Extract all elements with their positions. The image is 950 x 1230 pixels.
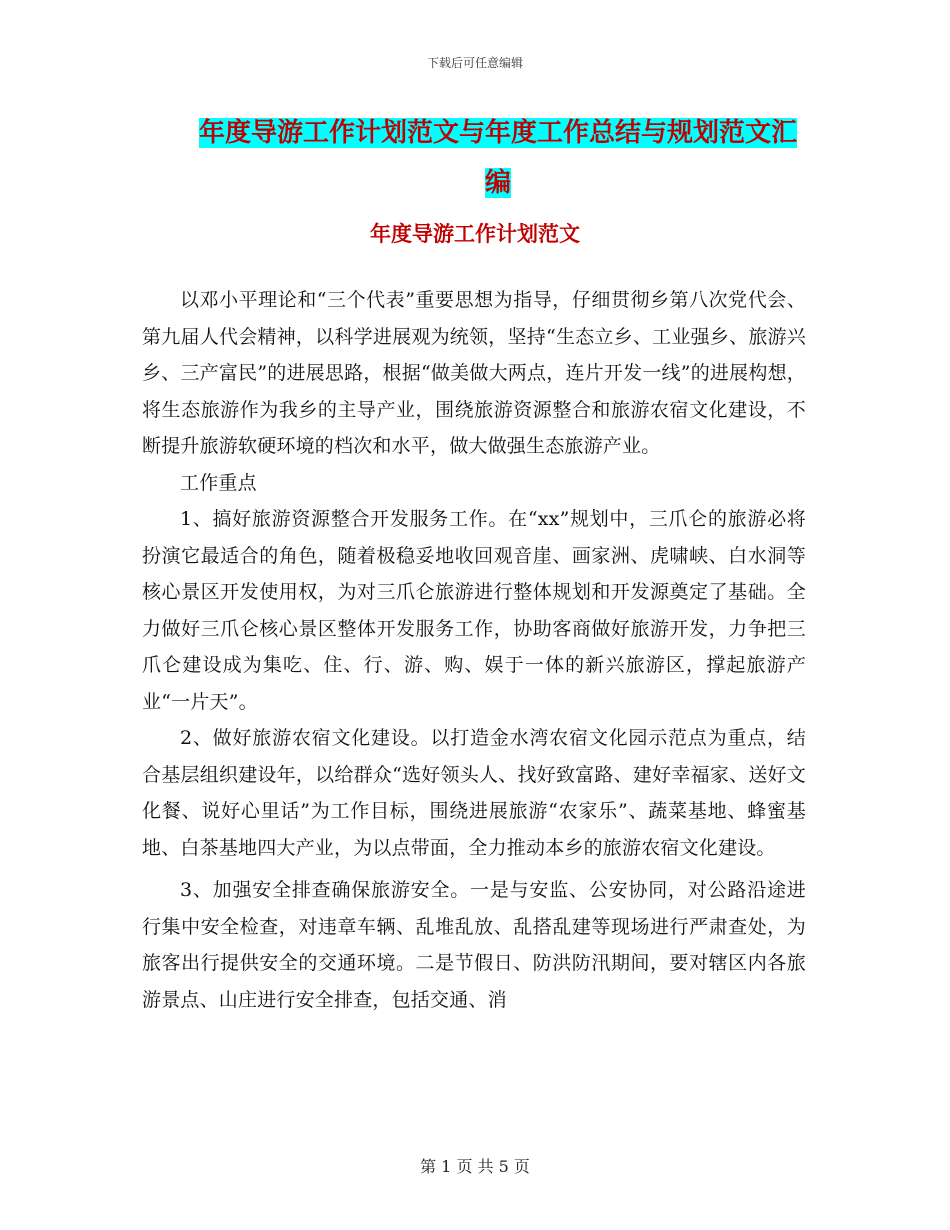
paragraph-item-2: 2、做好旅游农宿文化建设。以打造金水湾农宿文化园示范点为重点，结合基层组织建设年，以给群众“选好领头人、找好致富路、建好幸福家、送好文化餐、说好心里话”为工作目标，围绕进展旅游“农家乐”、蔬菜基地、蜂蜜基地、白茶基地四大产业，为以点带面，全力推动本乡的旅游农宿文化建设。 [142,727,806,859]
paragraph-item-3: 3、加强安全排查确保旅游安全。一是与安监、公安协同，对公路沿途进行集中安全检查，对违章车辆、乱堆乱放、乱搭乱建等现场进行严肃查处，为旅客出行提供安全的交通环境。二是节假日、防洪防汛期间，要对辖区内各旅游景点、山庄进行安全排查，包括交通、消 [142,879,806,1011]
header-note: 下载后可任意编辑 [426,56,523,70]
document-title-text: 年度导游工作计划范文与年度工作总结与规划范文汇编 [198,118,797,198]
body-text [142,282,806,1018]
paragraph-work-focus-heading: 工作重点 [180,471,257,494]
paragraph-item-1: 1、搞好旅游资源整合开发服务工作。在“xx”规划中，三爪仑的旅游必将扮演它最适合的角色，随着极稳妥地收回观音崖、画家洲、虎啸峡、白水洞等核心景区开发使用权，为对三爪仑旅游进行整体规划和开发源奠定了基础。全力做好三爪仑核心景区整体开发服务工作，协助客商做好旅游开发，力争把三爪仑建设成为集吃、住、行、游、购、娱于一体的新兴旅游区，撑起旅游产业“一片天”。 [142,508,806,713]
page-footer: 第 1 页 共 5 页 [420,1157,530,1176]
section-title: 年度导游工作计划范文 [370,222,580,246]
document-title [192,108,804,208]
paragraph-intro: 以邓小平理论和“三个代表”重要思想为指导，仔细贯彻乡第八次党代会、第九届人代会精神，以科学进展观为统领，坚持“生态立乡、工业强乡、旅游兴乡、三产富民”的进展思路，根据“做美做大两点，连片开发一线”的进展构想，将生态旅游作为我乡的主导产业，围绕旅游资源整合和旅游农宿文化建设，不断提升旅游软硬环境的档次和水平，做大做强生态旅游产业。 [142,289,806,457]
